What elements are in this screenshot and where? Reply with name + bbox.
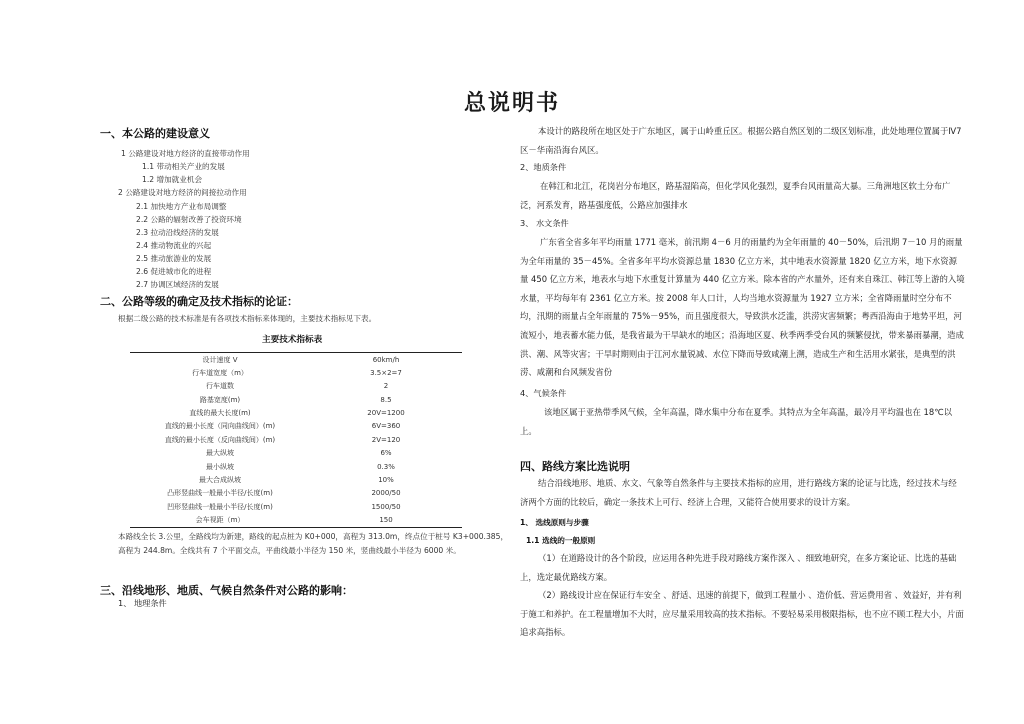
s2-intro: 根据二级公路的技术标准是有各项技术指标来体现的，主要技术指标见下表。 xyxy=(118,314,377,323)
table-row xyxy=(130,460,462,473)
s1-item: 2.3 拉动沿线经济的发展 xyxy=(136,228,219,237)
table-cell: 凹形竖曲线一般最小半径/长度(m) xyxy=(167,502,273,511)
s1-item: 1.2 增加就业机会 xyxy=(142,175,203,184)
hydro-para: 广东省全省多年平均雨量 1771 毫米，前汛期 4－6 月的雨量约为全年雨量的 40－50%，后汛期 7－10 月的雨量为全年雨量的 35－45%。全省多年平均水资源总量 1830 亿立方米，其中地表水资源量 1820 亿立方米，地下水资源量 450 亿立方米，地表水与地下水重复计算量为 440 亿立方米。除本省的产水量外，还有来自珠江、韩江等上游的入境水量，平均每年有 2361 亿立方米。按 2008 年人口计，人均当地水资源量为 1927 立方米；全省降雨量时空分布不均，汛期的雨量占全年雨量的 75%－95%，而且强度很大，导致洪水泛滥，洪涝灾害频繁；粤西沿海由于地势平坦，河流短小，地表蓄水能力低，是我省最为干旱缺水的地区；沿海地区夏、秋季两季受台风的频繁侵扰，带来暴雨暴潮，造成洪、潮、风等灾害；干旱时期则由于江河水量锐减、水位下降而导致咸潮上溯，造成生产和生活用水紧张，是典型的洪涝、咸潮和台风频发省份 xyxy=(520,237,965,378)
table-cell: 6V=360 xyxy=(371,422,401,431)
section-4-heading: 四、路线方案比选说明 xyxy=(520,460,630,473)
s1-item: 2.4 推动物流业的兴起 xyxy=(136,241,212,250)
s1-item: 1 公路建设对地方经济的直接带动作用 xyxy=(121,149,250,158)
s2-note: 本路线全长 3.公里，全路线均为新建，路线的起点桩为 K0+000，高程为 313.0m，终点位于桩号 K3+000.385，高程为 244.8m。全线共有 7 个平面交点，平曲线最小半径为 150 米，竖曲线最小半径为 6000 米。 xyxy=(118,532,509,555)
table-row xyxy=(130,406,462,419)
table-cell: 10% xyxy=(378,475,394,484)
table-cell: 直线的最小长度（反向曲线间）(m) xyxy=(164,435,276,444)
table-row xyxy=(130,420,462,433)
s1-item: 1.1 带动相关产业的发展 xyxy=(142,162,225,171)
table-row xyxy=(130,380,462,393)
table-cell: 直线的最小长度（同向曲线间）(m) xyxy=(164,422,276,431)
table-cell: 路基宽度(m) xyxy=(199,395,241,404)
s4-p1: （1）在道路设计的各个阶段，应运用各种先进手段对路线方案作深入 、细致地研究，在多方案论证、比选的基础上，选定最优路线方案。 xyxy=(520,553,957,582)
climate-para: 该地区属于亚热带季风气候，全年高温，降水集中分布在夏季。其特点为全年高温，最冷月平均温也在 18℃以上。 xyxy=(520,407,952,436)
table-cell: 1500/50 xyxy=(371,502,401,511)
table-cell: 150 xyxy=(310,513,462,527)
hydro-heading: 3、 水文条件 xyxy=(520,218,569,228)
table-row xyxy=(130,447,462,460)
table-cell: 行车道数 xyxy=(206,382,234,391)
table-cell: 行车道宽度（m） xyxy=(192,369,248,378)
table-row xyxy=(130,500,462,513)
table-row xyxy=(130,366,462,379)
s4-intro: 结合沿线地形、地质、水文、气象等自然条件与主要技术指标的应用，进行路线方案的论证与比选，经过技术与经济两个方面的比较后，确定一条技术上可行、经济上合理，又能符合使用要求的设计方案。 xyxy=(520,478,957,507)
s4-sub1: 1、 选线原则与步骤 xyxy=(520,518,589,527)
table-cell: 60km/h xyxy=(310,353,462,367)
s1-item: 2.2 公路的辐射改善了投资环境 xyxy=(136,215,242,224)
section-3-heading: 三、沿线地形、地质、气候自然条件对公路的影响： xyxy=(100,584,353,597)
s1-item: 2 公路建设对地方经济的间接拉动作用 xyxy=(118,188,247,197)
table-cell: 8.5 xyxy=(380,395,392,404)
s1-item: 2.5 推动旅游业的发展 xyxy=(136,254,212,263)
s1-item: 2.1 加快地方产业布局调整 xyxy=(136,202,227,211)
table-cell: 2000/50 xyxy=(371,489,401,498)
s1-item: 2.6 促进城市化的进程 xyxy=(136,267,212,276)
table-row xyxy=(130,487,462,500)
section-1-heading: 一、本公路的建设意义 xyxy=(100,127,210,140)
table-cell: 设计速度 V xyxy=(130,353,310,367)
page-title: 总说明书 xyxy=(463,90,560,116)
table-cell: 直线的最大长度(m) xyxy=(189,409,251,418)
table-row xyxy=(130,513,462,527)
geo-para: 本设计的路段所在地区处于广东地区，属于山岭重丘区。根据公路自然区划的二级区划标准，此处地理位置属于Ⅳ7 区－华南沿海台风区。 xyxy=(520,126,962,155)
table-cell: 最大合成纵坡 xyxy=(199,475,241,484)
table-row xyxy=(130,393,462,406)
section-2-heading: 二、公路等级的确定及技术指标的论证： xyxy=(100,295,298,308)
s4-sub11: 1.1 选线的一般原则 xyxy=(526,536,596,545)
table-cell: 2V=120 xyxy=(371,435,401,444)
s1-item: 2.7 协调区域经济的发展 xyxy=(136,280,219,289)
table-cell: 3.5×2=7 xyxy=(370,369,402,378)
spec-table xyxy=(130,352,462,528)
table-cell: 会车视距（m） xyxy=(130,513,310,527)
table-row xyxy=(130,353,462,367)
table-cell: 2 xyxy=(383,382,389,391)
table-cell: 20V=1200 xyxy=(367,409,405,418)
table-row xyxy=(130,473,462,486)
table-row xyxy=(130,433,462,446)
table-title: 主要技术指标表 xyxy=(262,335,323,345)
table-cell: 最大纵坡 xyxy=(206,449,234,458)
table-cell: 最小纵坡 xyxy=(206,462,234,471)
geology-para: 在韩江和北江，花岗岩分布地区，路基湿陷高，但化学风化强烈，夏季台风雨量高大暴。三角洲地区软土分布广泛，河系发育，路基强度低，公路应加强排水 xyxy=(520,181,951,210)
table-cell: 凸形竖曲线一般最小半径/长度(m) xyxy=(167,489,273,498)
table-cell: 6% xyxy=(380,449,392,458)
geology-heading: 2、地质条件 xyxy=(520,162,567,172)
table-cell: 0.3% xyxy=(377,462,395,471)
s3-item: 1、 地理条件 xyxy=(118,598,167,608)
climate-heading: 4、气候条件 xyxy=(520,388,567,398)
s4-p2: （2）路线设计应在保证行车安全 、舒适、迅速的前提下，做到工程量小 、造价低、营运费用省 、效益好，并有利于施工和养护。在工程量增加不大时，应尽量采用较高的技术指标。不要轻易采用极限指标，也不应不顾工程大小，片面追求高指标。 xyxy=(520,590,964,638)
